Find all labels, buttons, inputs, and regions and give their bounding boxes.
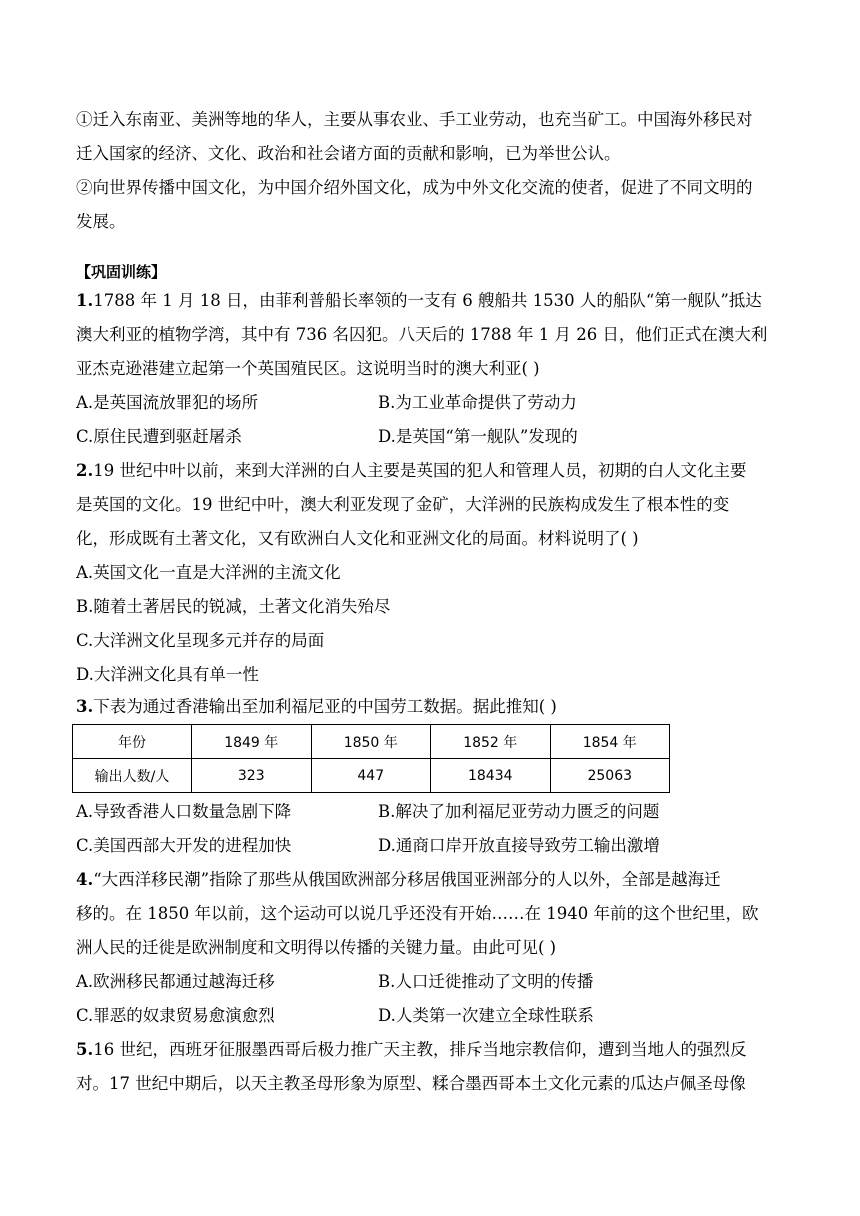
table-header-cell: 1849 年 [192,725,312,759]
question-2-option-b: B.随着土著居民的锐减，土著文化消失殆尽 [76,597,391,616]
question-2-option-d: D.大洋洲文化具有单一性 [76,665,259,684]
question-1-option-b: B.为工业革命提供了劳动力 [378,393,577,412]
table-cell: 25063 [550,759,670,793]
question-4-option-c: C.罪恶的奴隶贸易愈演愈烈 [76,1006,275,1025]
question-2-option-c: C.大洋洲文化呈现多元并存的局面 [76,631,325,650]
question-4-option-d: D.人类第一次建立全球性联系 [378,1006,594,1025]
question-3-option-b: B.解决了加利福尼亚劳动力匮乏的问题 [378,802,660,821]
question-3-line1: 3.下表为通过香港输出至加利福尼亚的中国劳工数据。据此推知( ) [76,697,557,716]
question-2-number: 2. [76,461,94,480]
question-4-number: 4. [76,870,94,889]
table-header-cell: 年份 [73,725,192,759]
table-cell: 323 [192,759,312,793]
intro-p2-line1: ②向世界传播中国文化，为中国介绍外国文化，成为中外文化交流的使者，促进了不同文明的 [76,178,753,197]
section-title: 【巩固训练】 [76,263,167,281]
question-1-option-c: C.原住民遭到驱赶屠杀 [76,427,242,446]
question-4-line1: 4.“大西洋移民潮”指除了那些从俄国欧洲部分移居俄国亚洲部分的人以外，全部是越海迁 [76,870,721,889]
table-cell: 447 [311,759,431,793]
question-5-line1: 5.16 世纪，西班牙征服墨西哥后极力推广天主教，排斥当地宗教信仰，遭到当地人的强烈反 [76,1040,747,1059]
question-2-option-a: A.英国文化一直是大洋洲的主流文化 [76,563,341,582]
question-1-line2: 澳大利亚的植物学湾，其中有 736 名囚犯。八天后的 1788 年 1 月 26 日，他们正式在澳大利 [76,325,768,344]
question-2-line3: 化，形成既有土著文化，又有欧洲白人文化和亚洲文化的局面。材料说明了( ) [76,529,639,548]
table-header-row [73,725,670,759]
intro-p2-line2: 发展。 [76,212,126,231]
question-5-line2: 对。17 世纪中期后，以天主教圣母形象为原型、糅合墨西哥本土文化元素的瓜达卢佩圣母像 [76,1074,746,1093]
intro-p1-line1: ①迁入东南亚、美洲等地的华人，主要从事农业、手工业劳动，也充当矿工。中国海外移民对 [76,110,753,129]
table-cell: 18434 [431,759,551,793]
table-cell: 输出人数/人 [73,759,192,793]
question-5-number: 5. [76,1040,94,1059]
question-2-line2: 是英国的文化。19 世纪中叶，澳大利亚发现了金矿，大洋洲的民族构成发生了根本性的变 [76,495,730,514]
question-1-option-a: A.是英国流放罪犯的场所 [76,393,259,412]
question-3-option-d: D.通商口岸开放直接导致劳工输出激增 [378,836,660,855]
table-row [73,759,670,793]
question-2-line1: 2.19 世纪中叶以前，来到大洋洲的白人主要是英国的犯人和管理人员，初期的白人文化主要 [76,461,747,480]
question-4-line3: 洲人民的迁徙是欧洲制度和文明得以传播的关键力量。由此可见( ) [76,938,557,957]
question-4-option-a: A.欧洲移民都通过越海迁移 [76,972,275,991]
table-header-cell: 1850 年 [311,725,431,759]
question-3-option-a: A.导致香港人口数量急剧下降 [76,802,292,821]
question-1-option-d: D.是英国“第一舰队”发现的 [378,427,578,446]
question-1-line3: 亚杰克逊港建立起第一个英国殖民区。这说明当时的澳大利亚( ) [76,359,540,378]
question-3-number: 3. [76,697,94,716]
question-1-number: 1. [76,291,94,310]
question-4-line2: 移的。在 1850 年以前，这个运动可以说几乎还没有开始……在 1940 年前的这个世纪里，欧 [76,904,759,923]
labor-export-table [72,724,670,793]
table-header-cell: 1852 年 [431,725,551,759]
question-4-option-b: B.人口迁徙推动了文明的传播 [378,972,594,991]
table-header-cell: 1854 年 [550,725,670,759]
question-1-line1: 1.1788 年 1 月 18 日，由菲利普船长率领的一支有 6 艘船共 1530 人的船队“第一舰队”抵达 [76,291,762,310]
question-3-option-c: C.美国西部大开发的进程加快 [76,836,292,855]
intro-p1-line2: 迁入国家的经济、文化、政治和社会诸方面的贡献和影响，已为举世公认。 [76,144,621,163]
